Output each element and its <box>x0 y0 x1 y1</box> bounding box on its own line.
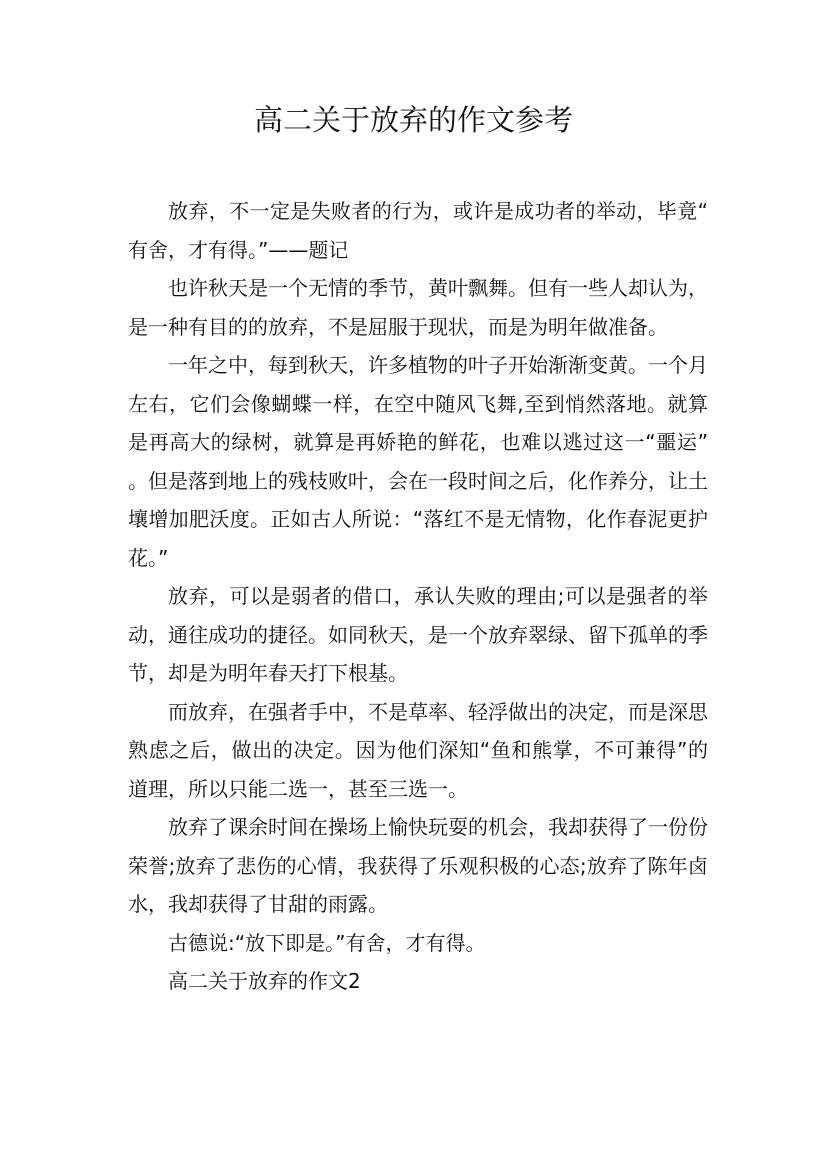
paragraph-next-heading: 高二关于放弃的作文2 <box>168 969 361 993</box>
paragraph-gains: 放弃了课余时间在操场上愉快玩耍的机会，我却获得了一份份荣誉;放弃了悲伤的心情，我获得了乐观积极的心态;放弃了陈年卤水，我却获得了甘甜的雨露。 <box>128 815 708 916</box>
paragraph-autumn: 也许秋天是一个无情的季节，黄叶飘舞。但有一些人却认为，是一种有目的的放弃，不是屈服于现状，而是为明年做准备。 <box>128 276 708 339</box>
paragraph-weak-strong: 放弃，可以是弱者的借口，承认失败的理由;可以是强者的举动，通往成功的捷径。如同秋天，是一个放弃翠绿、留下孤单的季节，却是为明年春天打下根基。 <box>128 584 708 685</box>
document-title: 高二关于放弃的作文参考 <box>253 103 573 137</box>
paragraph-leaves: 一年之中，每到秋天，许多植物的叶子开始渐渐变黄。一个月左右，它们会像蝴蝶一样，在空中随风飞舞,至到悄然落地。就算是再高大的绿树，就算是再娇艳的鲜花，也难以逃过这一“噩运”。但是落到地上的残枝败叶，会在一段时间之后，化作养分，让土壤增加肥沃度。正如古人所说：“落红不是无情物，化作春泥更护花。” <box>128 353 708 570</box>
paragraph-epigraph: 放弃，不一定是失败者的行为，或许是成功者的举动，毕竟“有舍，才有得。”——题记 <box>128 199 708 262</box>
document-body <box>128 192 708 1001</box>
paragraph-decision: 而放弃，在强者手中，不是草率、轻浮做出的决定，而是深思熟虑之后，做出的决定。因为他们深知“鱼和熊掌，不可兼得”的道理，所以只能二选一，甚至三选一。 <box>128 699 708 801</box>
paragraph-quote: 古德说:“放下即是。”有舍，才有得。 <box>168 930 486 955</box>
